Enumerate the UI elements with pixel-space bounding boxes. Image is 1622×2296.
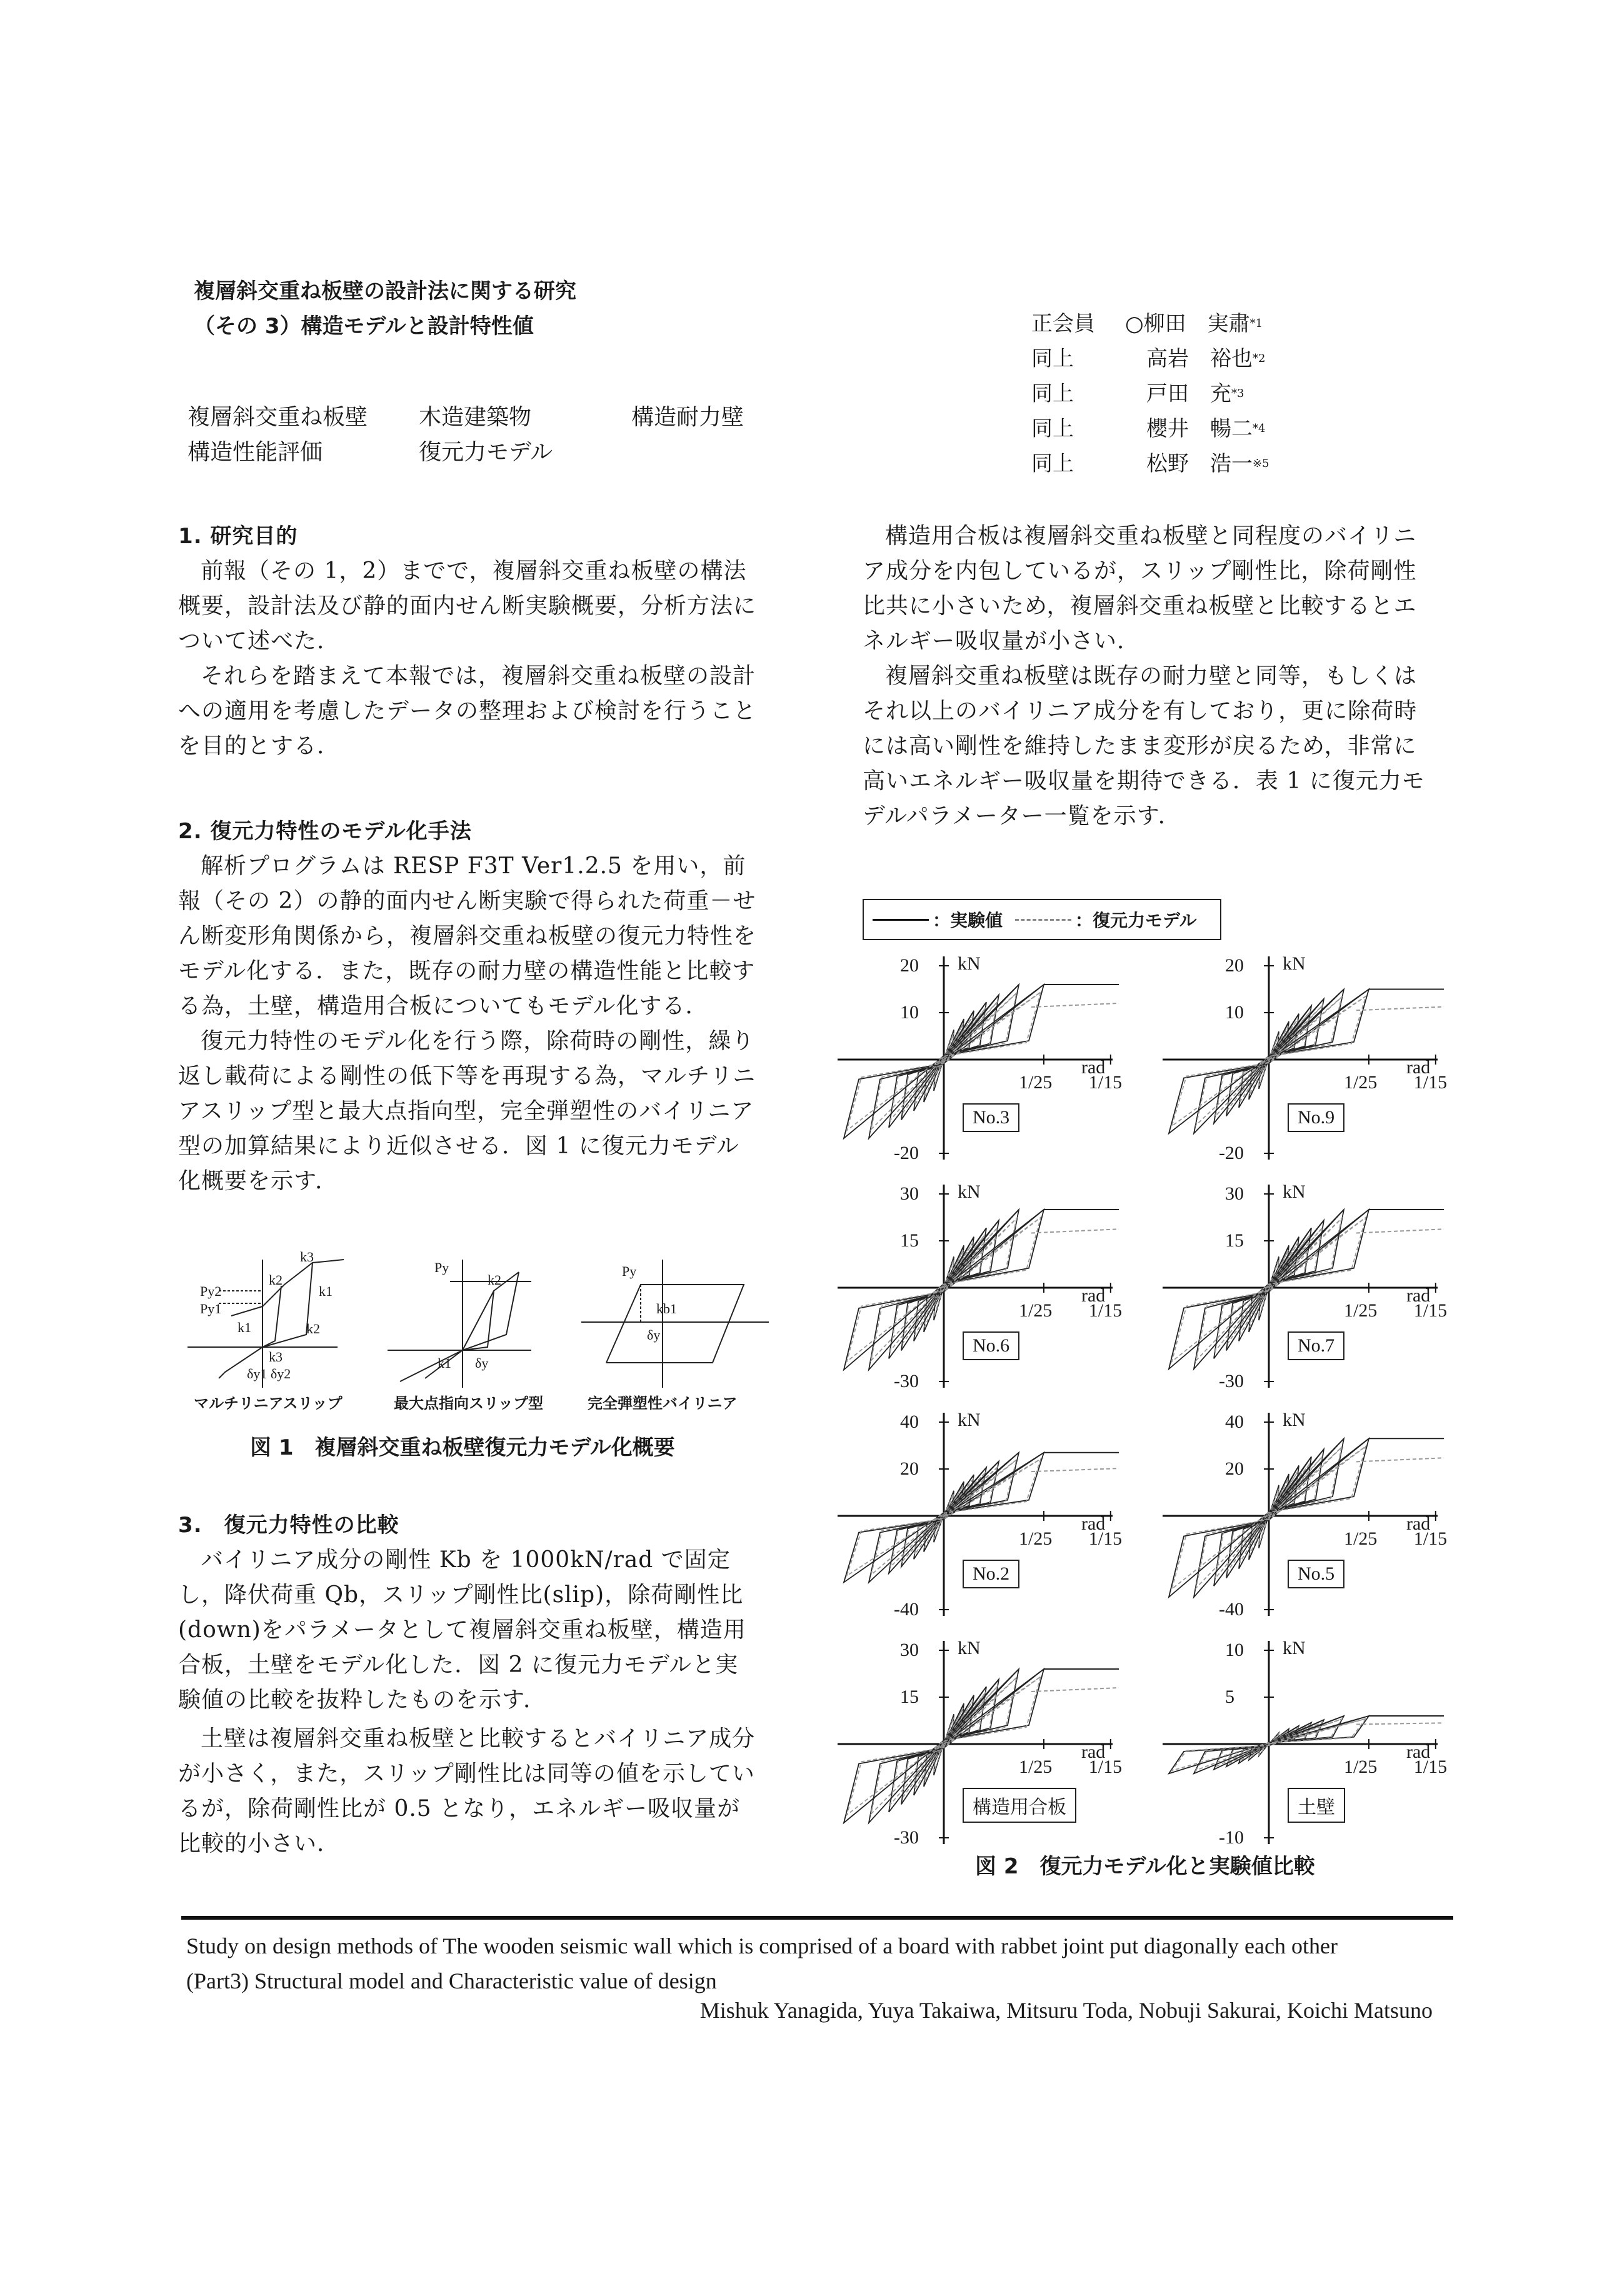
hysteresis-panel: [838, 1178, 1138, 1394]
author-mark: *3: [1231, 387, 1244, 400]
author-role: 同上: [1031, 381, 1074, 406]
title-line-2: （その 3）構造モデルと設計特性値: [194, 314, 534, 339]
legend-label: ：実験値: [933, 910, 1003, 931]
author-role: 同上: [1031, 451, 1074, 476]
y-unit-label: kN: [1283, 1181, 1306, 1202]
hysteresis-panel: [838, 1406, 1138, 1622]
y-tick-label: 30: [900, 1640, 919, 1660]
section-1: [178, 519, 759, 764]
figure-1: [181, 1247, 781, 1416]
fig1-label: δy: [475, 1355, 489, 1371]
x-tick-label: 1/15: [1088, 1072, 1123, 1093]
specimen-id-box: No.3: [963, 1103, 1019, 1132]
x-tick-label: 1/25: [1019, 1300, 1053, 1321]
author-mark: *2: [1253, 352, 1266, 365]
author-row: [1031, 376, 1269, 411]
author-row: [1031, 411, 1269, 446]
x-tick-label: 1/15: [1413, 1757, 1448, 1777]
author-row: [1031, 446, 1269, 481]
x-tick-label: 1/25: [1344, 1072, 1378, 1093]
x-unit-label: rad: [1406, 1057, 1431, 1078]
fig1-label: k1: [438, 1355, 451, 1371]
author-role: 正会員: [1031, 311, 1095, 336]
y-tick-label: -10: [1219, 1827, 1244, 1848]
section-heading: 1. 研究目的: [178, 524, 298, 549]
author-name: 戸田 充: [1146, 381, 1231, 406]
x-tick-label: 1/15: [1088, 1300, 1123, 1321]
y-tick-label: -40: [894, 1599, 919, 1620]
fig1-subcaption: マルチリニアスリップ: [194, 1395, 343, 1412]
specimen-id-box: No.6: [963, 1331, 1019, 1360]
specimen-id-box: No.7: [1288, 1331, 1344, 1360]
keyword: 構造耐力壁: [631, 404, 744, 430]
hysteresis-panel: [1163, 1178, 1463, 1394]
fig1-subcaption: 最大点指向スリップ型: [394, 1395, 544, 1412]
x-tick-label: 1/25: [1019, 1528, 1053, 1549]
legend-solid: [873, 907, 1003, 932]
model-envelope: [1031, 1003, 1119, 1007]
english-title-line-2: (Part3) Structural model and Characteristic value of design: [186, 1968, 717, 1993]
y-tick-label: -40: [1219, 1599, 1244, 1620]
specimen-id-box: No.5: [1288, 1560, 1344, 1588]
fig1-label: k2: [269, 1272, 283, 1288]
author-name: 櫻井 暢二: [1146, 416, 1253, 441]
y-tick-label: 20: [900, 1458, 919, 1479]
model-envelope: [1356, 1229, 1444, 1233]
author-mark: *1: [1249, 317, 1263, 330]
section-3: [178, 1508, 759, 1862]
divider: [181, 1916, 1453, 1920]
x-tick-label: 1/25: [1344, 1757, 1378, 1777]
solid-line-icon: [873, 919, 929, 921]
y-tick-label: 20: [1225, 955, 1244, 976]
section-2: [178, 814, 759, 1199]
x-unit-label: rad: [1406, 1285, 1431, 1306]
fig1-label: k1: [238, 1320, 251, 1335]
fig1-label: Py: [434, 1260, 449, 1275]
author-row: [1031, 306, 1269, 341]
paragraph: バイリニア成分の剛性 Kb を 1000kN/rad で固定し，降伏荷重 Qb，スリップ剛性比(slip)，除荷剛性比(down)をパラメータとして複層斜交重ね板壁，構造用合板，土壁をモデル化した．図 2 に復元力モデルと実験値の比較を抜粋したものを示す．: [178, 1547, 746, 1713]
hysteresis-panel: [838, 1635, 1138, 1850]
y-unit-label: kN: [1283, 953, 1306, 974]
english-title-line-1: Study on design methods of The wooden seismic wall which is comprised of a board with rabbet joint put diagonally each other: [186, 1933, 1338, 1958]
x-tick-label: 1/15: [1413, 1528, 1448, 1549]
author-list: [1031, 306, 1269, 481]
y-tick-label: -30: [894, 1827, 919, 1848]
y-tick-label: -20: [894, 1143, 919, 1163]
title-line-1: 複層斜交重ね板壁の設計法に関する研究: [194, 279, 576, 304]
y-tick-label: -30: [894, 1371, 919, 1391]
keyword: 木造建築物: [419, 404, 532, 430]
keyword: 構造性能評価: [188, 439, 323, 465]
model-envelope: [1356, 1723, 1444, 1724]
author-name: ○柳田 実肅: [1125, 311, 1250, 336]
hysteresis-panel: [1163, 1635, 1463, 1850]
y-tick-label: -20: [1219, 1143, 1244, 1163]
fig1-label: k3: [269, 1349, 283, 1365]
y-tick-label: 15: [1225, 1230, 1244, 1251]
paragraph: 復元力特性のモデル化を行う際，除荷時の剛性，繰り返し載荷による剛性の低下等を再現する為，マルチリニアスリップ型と最大点指向型，完全弾塑性のバイリニア型の加算結果により近似させる．図 1 に復元力モデル化概要を示す．: [178, 1028, 756, 1194]
section-heading: 3. 復元力特性の比較: [178, 1513, 399, 1538]
english-title: [186, 1928, 1338, 1998]
specimen-id-box: No.2: [963, 1560, 1019, 1588]
figure-2-legend: [863, 899, 1221, 940]
x-tick-label: 1/15: [1088, 1757, 1123, 1777]
keyword: 復元力モデル: [419, 439, 553, 465]
figure-1-caption: 図 1 複層斜交重ね板壁復元力モデル化概要: [250, 1435, 675, 1460]
hysteresis-panel: [838, 950, 1138, 1166]
y-tick-label: 40: [1225, 1411, 1244, 1432]
author-name: 高岩 裕也: [1146, 346, 1253, 371]
fig1-subcaption: 完全弾塑性バイリニア: [588, 1395, 738, 1412]
y-unit-label: kN: [958, 1638, 981, 1658]
specimen-id-box: No.9: [1288, 1103, 1344, 1132]
fig1-label: k3: [300, 1249, 314, 1265]
paragraph: 複層斜交重ね板壁は既存の耐力壁と同等，もしくはそれ以上のバイリニア成分を有しており，更に除荷時には高い剛性を維持したまま変形が戻るため，非常に高いエネルギー吸収量を期待できる．表 1 に復元力モデルパラメーター一覧を示す．: [863, 663, 1425, 829]
model-envelope: [1356, 1458, 1444, 1461]
x-unit-label: rad: [1081, 1285, 1106, 1306]
legend-label: ：復元力モデル: [1075, 910, 1197, 931]
author-row: [1031, 341, 1269, 376]
y-tick-label: 15: [900, 1230, 919, 1251]
x-tick-label: 1/15: [1088, 1528, 1123, 1549]
model-envelope: [1031, 1468, 1119, 1471]
y-tick-label: 30: [900, 1183, 919, 1204]
y-tick-label: 40: [900, 1411, 919, 1432]
author-name: 松野 浩一: [1146, 451, 1253, 476]
y-tick-label: -30: [1219, 1371, 1244, 1391]
fig1-label: Py1: [200, 1301, 222, 1316]
keyword: 複層斜交重ね板壁: [188, 404, 368, 430]
author-role: 同上: [1031, 346, 1074, 371]
legend-dashed: [1015, 907, 1197, 932]
specimen-id-box: 構造用合板: [963, 1788, 1076, 1823]
fig1-label: k2: [488, 1272, 501, 1288]
right-column-text: [863, 519, 1438, 834]
y-tick-label: 30: [1225, 1183, 1244, 1204]
author-role: 同上: [1031, 416, 1074, 441]
fig1-label: Py: [622, 1263, 637, 1279]
y-unit-label: kN: [958, 1410, 981, 1430]
figure-2-caption: 図 2 復元力モデル化と実験値比較: [975, 1854, 1315, 1879]
paper-title: [194, 274, 576, 344]
x-tick-label: 1/25: [1344, 1528, 1378, 1549]
model-envelope: [1356, 1007, 1444, 1011]
model-envelope: [1031, 1688, 1119, 1692]
fig1-label: δy: [647, 1327, 661, 1343]
fig1-label: k2: [306, 1321, 320, 1336]
x-unit-label: rad: [1081, 1742, 1106, 1762]
y-unit-label: kN: [1283, 1410, 1306, 1430]
dashed-line-icon: [1015, 919, 1071, 921]
y-tick-label: 20: [900, 955, 919, 976]
english-authors: Mishuk Yanagida, Yuya Takaiwa, Mitsuru Toda, Nobuji Sakurai, Koichi Matsuno: [699, 1998, 1433, 2023]
x-tick-label: 1/25: [1019, 1072, 1053, 1093]
fig1-label: kb1: [656, 1301, 677, 1316]
paragraph: 解析プログラムは RESP F3T Ver1.2.5 を用い，前報（その 2）の静的面内せん断実験で得られた荷重－せん断変形角関係から，複層斜交重ね板壁の復元力特性をモデル化する．また，既存の耐力壁の構造性能と比較する為，土壁，構造用合板についてもモデル化する．: [178, 853, 757, 1019]
y-unit-label: kN: [958, 1181, 981, 1202]
paragraph: 土壁は複層斜交重ね板壁と比較するとバイリニア成分が小さく，また，スリップ剛性比は同等の値を示しているが，除荷剛性比が 0.5 となり，エネルギー吸収量が比較的小さい．: [178, 1726, 756, 1857]
y-tick-label: 5: [1225, 1687, 1234, 1707]
y-tick-label: 10: [1225, 1002, 1244, 1023]
y-tick-label: 10: [1225, 1640, 1244, 1660]
x-tick-label: 1/15: [1413, 1072, 1448, 1093]
fig1-label: δy1 δy2: [247, 1366, 291, 1381]
x-tick-label: 1/25: [1019, 1757, 1053, 1777]
x-tick-label: 1/25: [1344, 1300, 1378, 1321]
x-unit-label: rad: [1081, 1057, 1106, 1078]
y-unit-label: kN: [958, 953, 981, 974]
author-mark: *4: [1253, 422, 1266, 435]
x-unit-label: rad: [1406, 1513, 1431, 1534]
y-tick-label: 20: [1225, 1458, 1244, 1479]
specimen-id-box: 土壁: [1288, 1788, 1345, 1823]
x-unit-label: rad: [1081, 1513, 1106, 1534]
y-tick-label: 15: [900, 1687, 919, 1707]
paragraph: 前報（その 1，2）までで，複層斜交重ね板壁の構法概要，設計法及び静的面内せん断実験概要，分析方法について述べた．: [178, 558, 757, 654]
hysteresis-panel: [1163, 950, 1463, 1166]
y-tick-label: 10: [900, 1002, 919, 1023]
x-unit-label: rad: [1406, 1742, 1431, 1762]
paragraph: 構造用合板は複層斜交重ね板壁と同程度のバイリニア成分を内包しているが，スリップ剛性比，除荷剛性比共に小さいため，複層斜交重ね板壁と比較するとエネルギー吸収量が小さい．: [863, 523, 1417, 654]
fig1-label: Py2: [200, 1283, 222, 1299]
x-tick-label: 1/15: [1413, 1300, 1448, 1321]
y-unit-label: kN: [1283, 1638, 1306, 1658]
paragraph: それらを踏まえて本報では，複層斜交重ね板壁の設計への適用を考慮したデータの整理および検討を行うことを目的とする．: [178, 663, 757, 759]
model-envelope: [1031, 1229, 1119, 1233]
fig1-label: k1: [319, 1283, 333, 1299]
keywords: [188, 400, 744, 470]
hysteresis-panel: [1163, 1406, 1463, 1622]
author-mark: ※5: [1253, 457, 1269, 470]
section-heading: 2. 復元力特性のモデル化手法: [178, 819, 472, 844]
